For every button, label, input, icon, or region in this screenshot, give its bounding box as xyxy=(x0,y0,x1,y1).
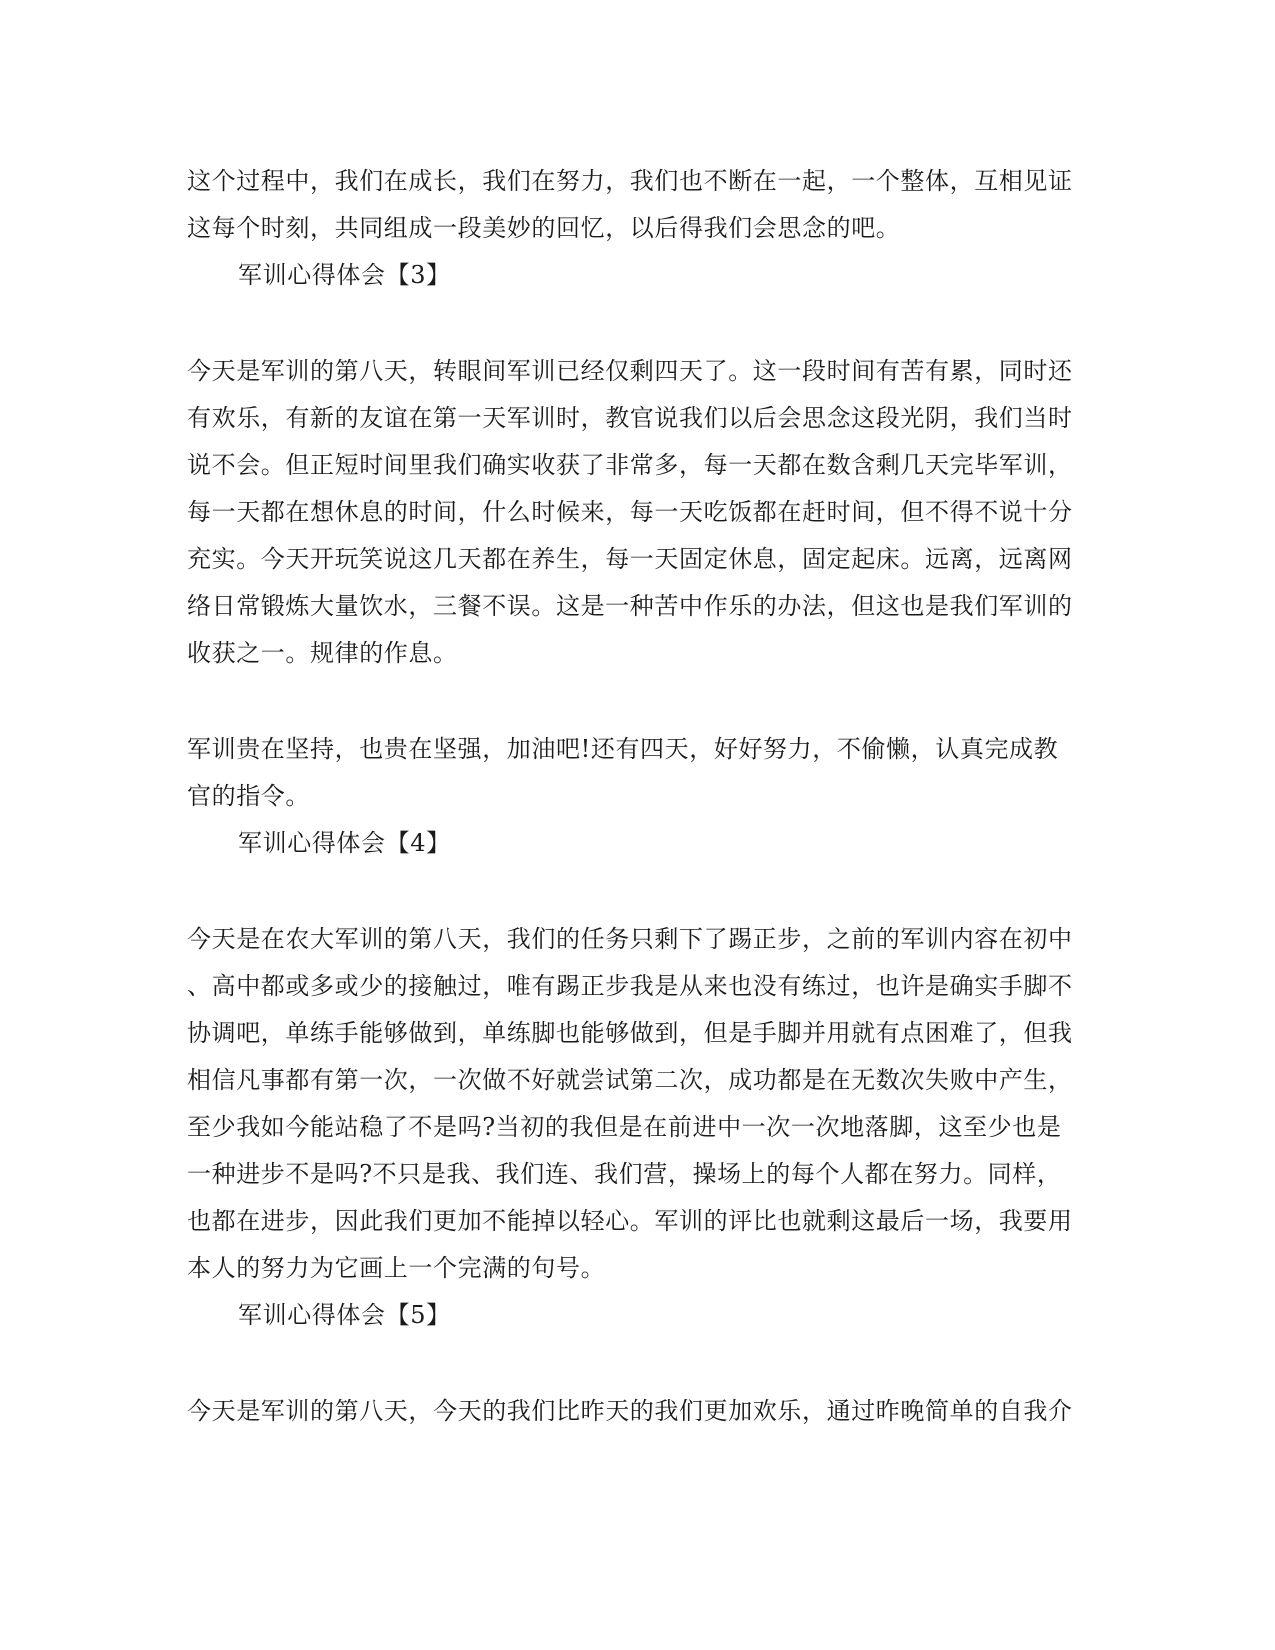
section-heading-4: 军训心得体会【4】 xyxy=(238,829,451,857)
paragraph-line: 也都在进步，因此我们更加不能掉以轻心。军训的评比也就剩这最后一场，我要用 xyxy=(187,1207,1073,1235)
paragraph-line: 至少我如今能站稳了不是吗?当初的我但是在前进中一次一次地落脚，这至少也是 xyxy=(187,1113,1062,1141)
section-heading-5: 军训心得体会【5】 xyxy=(238,1301,451,1329)
paragraph-line: 每一天都在想休息的时间，什么时候来，每一天吃饭都在赶时间，但不得不说十分 xyxy=(187,498,1073,526)
paragraph-line: 络日常锻炼大量饮水，三餐不误。这是一种苦中作乐的办法，但这也是我们军训的 xyxy=(187,592,1073,620)
paragraph-line: 今天是军训的第八天，转眼间军训已经仅剩四天了。这一段时间有苦有累，同时还 xyxy=(187,357,1073,385)
paragraph-line: 这每个时刻，共同组成一段美妙的回忆，以后得我们会思念的吧。 xyxy=(187,214,901,242)
paragraph-line: 、高中都或多或少的接触过，唯有踢正步我是从来也没有练过，也许是确实手脚不 xyxy=(187,972,1073,1000)
paragraph-line: 本人的努力为它画上一个完满的句号。 xyxy=(187,1254,606,1282)
paragraph-line: 一种进步不是吗?不只是我、我们连、我们营，操场上的每个人都在努力。同样， xyxy=(187,1160,1062,1188)
paragraph-line: 说不会。但正短时间里我们确实收获了非常多，每一天都在数含剩几天完毕军训， xyxy=(187,451,1073,479)
paragraph-line: 相信凡事都有第一次，一次做不好就尝试第二次，成功都是在无数次失败中产生， xyxy=(187,1066,1073,1094)
paragraph-line: 充实。今天开玩笑说这几天都在养生，每一天固定休息，固定起床。远离，远离网 xyxy=(187,545,1073,573)
paragraph-line: 今天是在农大军训的第八天，我们的任务只剩下了踢正步，之前的军训内容在初中 xyxy=(187,925,1073,953)
paragraph-line: 军训贵在坚持，也贵在坚强，加油吧!还有四天，好好努力，不偷懒，认真完成教 xyxy=(187,735,1059,763)
paragraph-line: 协调吧，单练手能够做到，单练脚也能够做到，但是手脚并用就有点困难了，但我 xyxy=(187,1019,1073,1047)
paragraph-line: 今天是军训的第八天，今天的我们比昨天的我们更加欢乐，通过昨晚简单的自我介 xyxy=(187,1397,1073,1425)
paragraph-line: 这个过程中，我们在成长，我们在努力，我们也不断在一起，一个整体，互相见证 xyxy=(187,167,1073,195)
paragraph-line: 有欢乐，有新的友谊在第一天军训时，教官说我们以后会思念这段光阴，我们当时 xyxy=(187,404,1073,432)
section-heading-3: 军训心得体会【3】 xyxy=(238,261,451,289)
paragraph-line: 官的指令。 xyxy=(187,782,310,810)
paragraph-line: 收获之一。规律的作息。 xyxy=(187,639,458,667)
